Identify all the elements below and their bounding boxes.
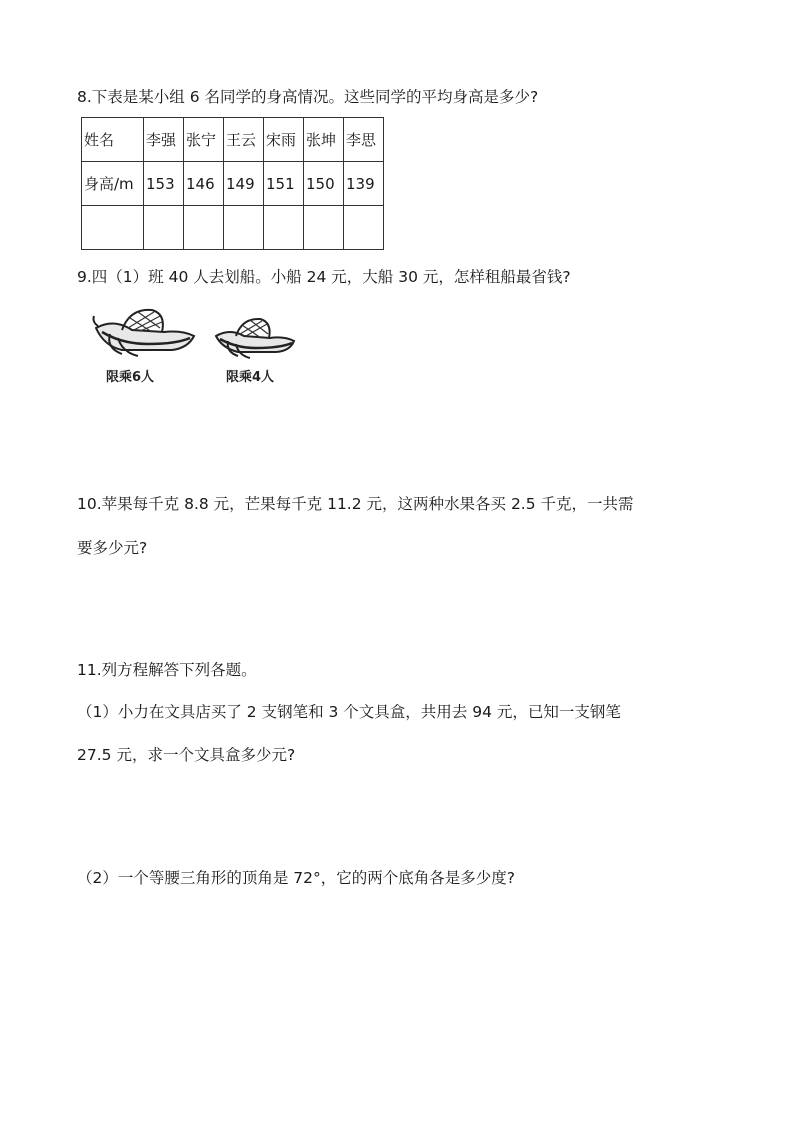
question-11-part-2: （2）一个等腰三角形的顶角是 72°，它的两个底角各是多少度? (77, 869, 515, 887)
table-cell: 150 (304, 162, 344, 206)
table-header-cell: 李思 (344, 118, 384, 162)
boat-icon (212, 314, 298, 364)
table-cell (224, 206, 264, 250)
table-cell (264, 206, 304, 250)
boat-icon (92, 304, 198, 364)
table-header-cell: 王云 (224, 118, 264, 162)
table-cell: 146 (184, 162, 224, 206)
table-row (82, 162, 384, 206)
table-cell (144, 206, 184, 250)
table-cell (344, 206, 384, 250)
question-11-part-1-line-1: （1）小力在文具店买了 2 支钢笔和 3 个文具盒，共用去 94 元，已知一支钢笔 (77, 703, 621, 721)
height-table (81, 117, 384, 250)
question-8-text: 8.下表是某小组 6 名同学的身高情况。这些同学的平均身高是多少? (77, 88, 539, 106)
question-11-title: 11.列方程解答下列各题。 (77, 661, 257, 679)
table-cell (82, 206, 144, 250)
boat-caption: 限乘6人 (106, 370, 155, 385)
table-cell: 139 (344, 162, 384, 206)
table-cell: 151 (264, 162, 304, 206)
table-header-row (82, 118, 384, 162)
table-cell: 身高/m (82, 162, 144, 206)
question-11-part-1-line-2: 27.5 元，求一个文具盒多少元? (77, 746, 296, 764)
table-cell (304, 206, 344, 250)
table-header-cell: 宋雨 (264, 118, 304, 162)
table-header-cell: 张宁 (184, 118, 224, 162)
table-row (82, 206, 384, 250)
table-header-cell: 张坤 (304, 118, 344, 162)
boat-caption: 限乘4人 (226, 370, 275, 385)
question-9-text: 9.四（1）班 40 人去划船。小船 24 元，大船 30 元，怎样租船最省钱? (77, 268, 571, 286)
table-cell: 149 (224, 162, 264, 206)
question-10-line-2: 要多少元? (77, 539, 148, 557)
table-cell: 153 (144, 162, 184, 206)
table-cell (184, 206, 224, 250)
table-header-cell: 李强 (144, 118, 184, 162)
question-10-line-1: 10.苹果每千克 8.8 元，芒果每千克 11.2 元，这两种水果各买 2.5 千克，一共需 (77, 495, 634, 513)
table-header-cell: 姓名 (82, 118, 144, 162)
